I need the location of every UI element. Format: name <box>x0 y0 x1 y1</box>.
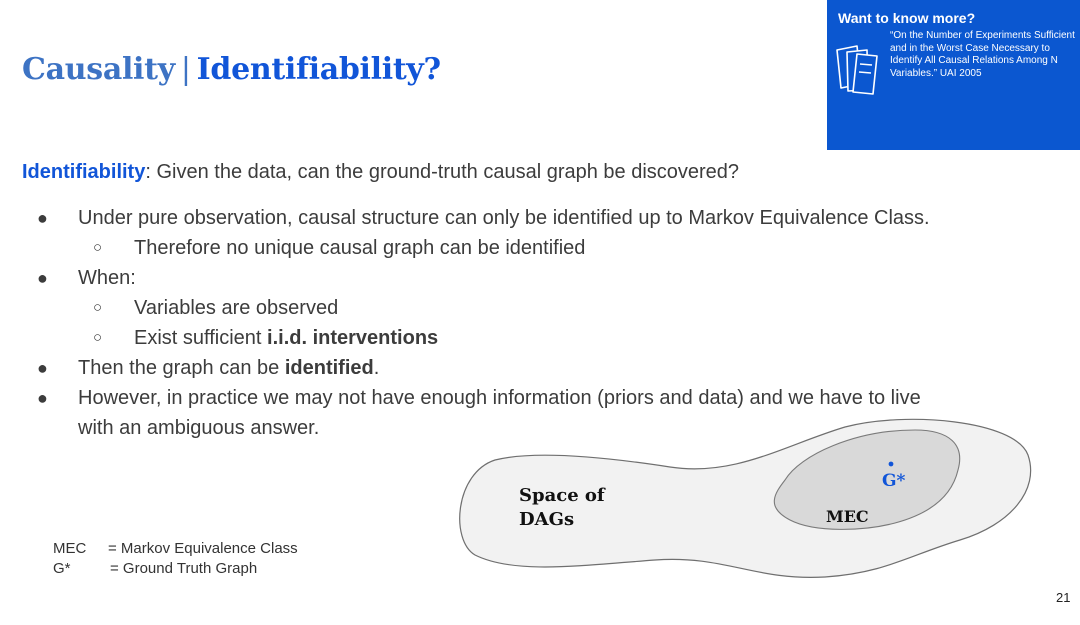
legend-definition: = Markov Equivalence Class <box>108 540 298 557</box>
emphasis-text: identified <box>284 357 374 379</box>
title-topic: Identifiability? <box>196 52 441 87</box>
space-label-line2: DAGs <box>519 509 575 530</box>
list-item <box>0 263 1080 293</box>
documents-icon <box>835 44 883 101</box>
intro-keyword: Identifiability <box>22 161 146 183</box>
space-label-line1: Space of <box>519 485 605 506</box>
panel-reference: “On the Number of Experiments Sufficient and in the Worst Case Necessary to Identify All Causal Relations Among N Variables.” UAI 2005 <box>890 30 1075 79</box>
title-main: Causality <box>22 52 175 87</box>
diagram-svg <box>455 415 1035 585</box>
subbullet-text: Variables are observed <box>134 297 339 319</box>
subbullet-marker: ○ <box>93 299 103 316</box>
bullet-marker: ● <box>37 208 48 228</box>
list-item <box>0 383 1080 413</box>
dag-space-diagram <box>455 415 1035 590</box>
slide-title <box>22 52 441 87</box>
bullet-prefix: Then the graph can be <box>78 357 285 379</box>
bullet-suffix: . <box>373 357 380 379</box>
subbullet-text: Therefore no unique causal graph can be identified <box>134 237 586 259</box>
ground-truth-label: G* <box>882 471 906 491</box>
bullet-text: When: <box>78 267 136 289</box>
subbullet-marker: ○ <box>93 329 103 346</box>
bullet-list <box>0 203 1080 443</box>
subbullet-text <box>134 323 438 353</box>
list-subitem <box>0 233 1080 263</box>
emphasis-text: i.i.d. interventions <box>267 327 439 349</box>
title-separator: | <box>180 52 191 87</box>
list-subitem <box>0 293 1080 323</box>
intro-text: : Given the data, can the ground-truth causal graph be discovered? <box>145 161 740 183</box>
subbullet-prefix: Exist sufficient <box>134 327 268 349</box>
list-item <box>0 353 1080 383</box>
bullet-marker: ● <box>37 388 48 408</box>
subbullet-marker: ○ <box>93 239 103 256</box>
legend-abbr: G* <box>53 560 71 577</box>
panel-heading: Want to know more? <box>838 10 976 26</box>
ground-truth-point <box>889 462 894 467</box>
bullet-marker: ● <box>37 268 48 288</box>
bullet-text: Under pure observation, causal structure can only be identified up to Markov Equivalence Class. <box>78 207 930 229</box>
mec-label: MEC <box>826 507 869 526</box>
legend-abbr: MEC <box>53 540 87 557</box>
intro-line <box>22 161 739 184</box>
list-item <box>0 203 1080 233</box>
bullet-text: However, in practice we may not have enough information (priors and data) and we have to live <box>78 387 921 409</box>
page-number: 21 <box>1056 590 1071 605</box>
bullet-marker: ● <box>37 358 48 378</box>
bullet-text: with an ambiguous answer. <box>78 417 320 439</box>
list-subitem <box>0 323 1080 353</box>
legend-definition: = Ground Truth Graph <box>110 560 258 577</box>
bullet-text <box>78 353 379 383</box>
reference-panel <box>827 0 1080 150</box>
